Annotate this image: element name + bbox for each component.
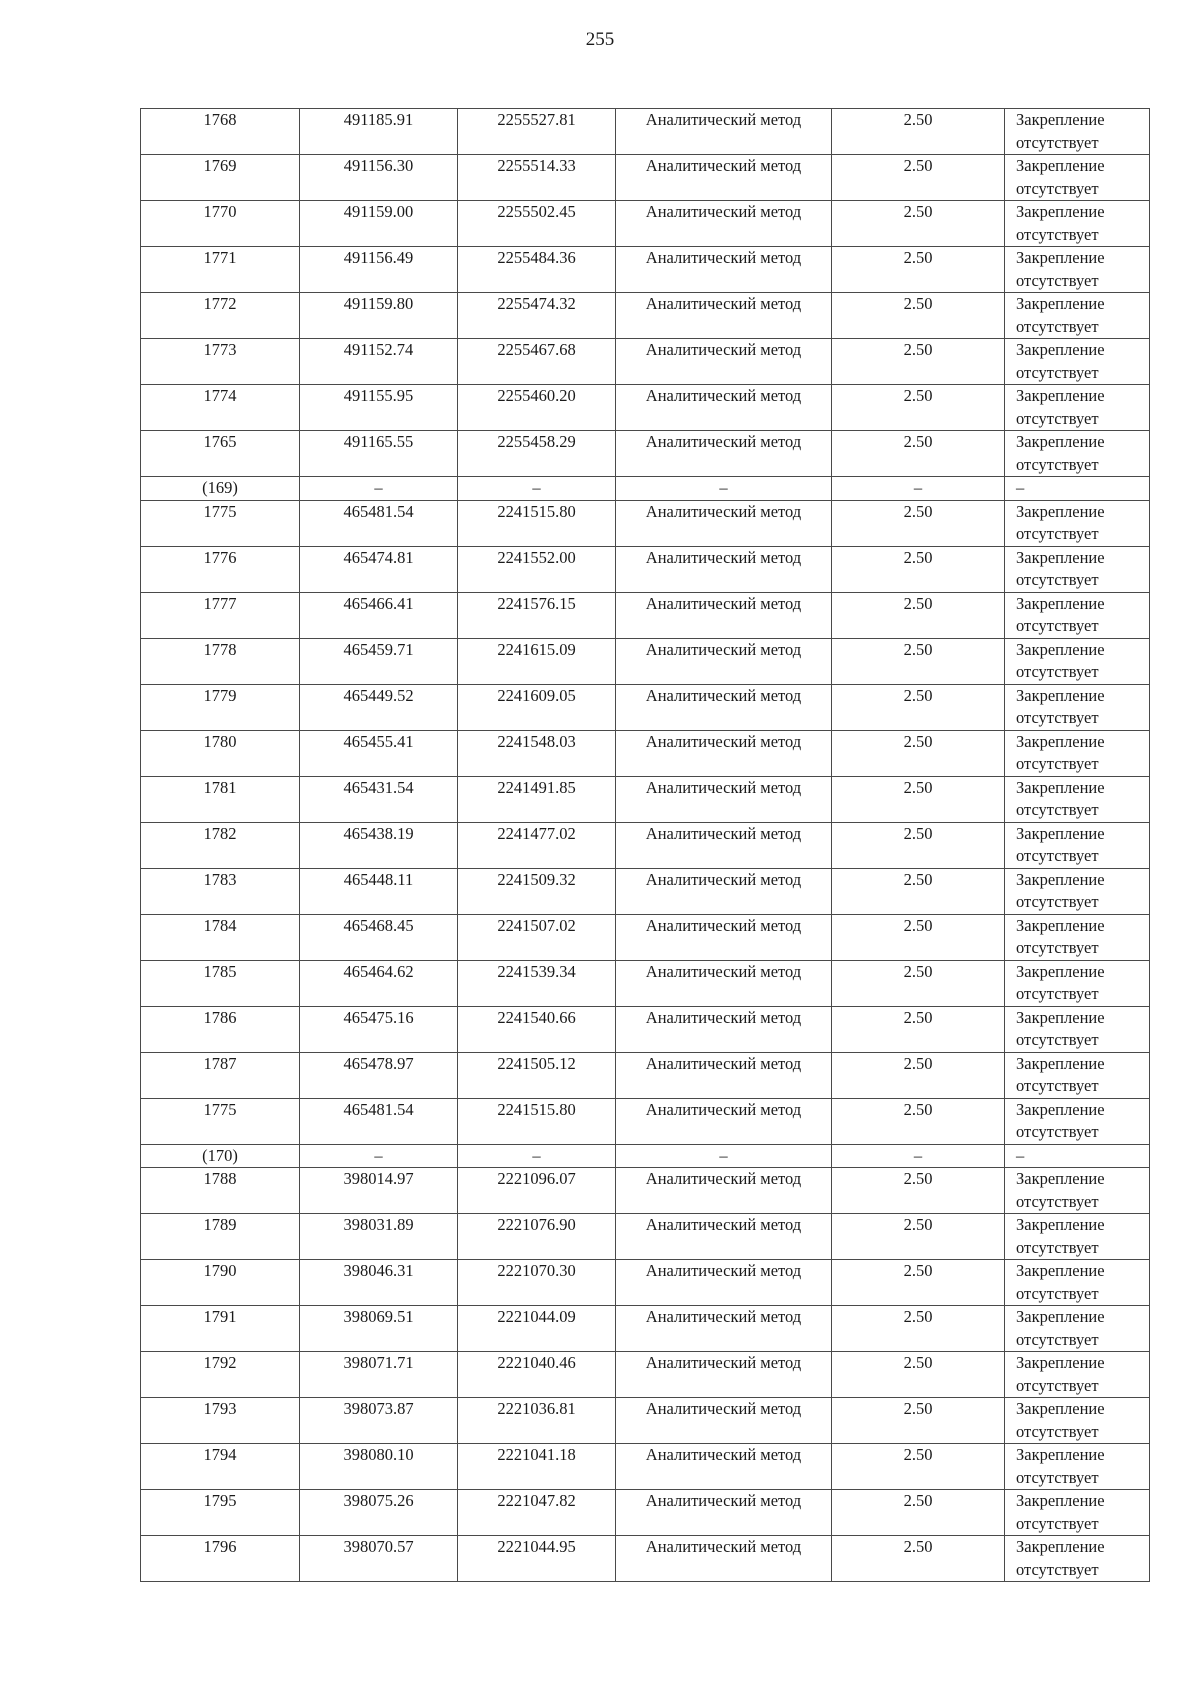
accuracy-cell: –	[832, 1144, 1005, 1168]
table-row	[141, 1052, 1150, 1098]
note-cell: Закрепление отсутствует	[1005, 960, 1150, 1006]
y-coordinate-cell: 2221070.30	[458, 1260, 616, 1306]
accuracy-cell: 2.50	[832, 868, 1005, 914]
point-number-cell: 1777	[141, 592, 300, 638]
point-number-cell: 1775	[141, 500, 300, 546]
method-cell: Аналитический метод	[616, 1536, 832, 1582]
accuracy-cell: 2.50	[832, 1398, 1005, 1444]
accuracy-cell: 2.50	[832, 546, 1005, 592]
table-row	[141, 1490, 1150, 1536]
accuracy-cell: 2.50	[832, 914, 1005, 960]
x-coordinate-cell: –	[300, 477, 458, 501]
x-coordinate-cell: 491152.74	[300, 339, 458, 385]
table-row	[141, 1006, 1150, 1052]
method-cell: –	[616, 477, 832, 501]
x-coordinate-cell: 491159.00	[300, 201, 458, 247]
note-cell: Закрепление отсутствует	[1005, 1098, 1150, 1144]
y-coordinate-cell: 2255502.45	[458, 201, 616, 247]
x-coordinate-cell: 465466.41	[300, 592, 458, 638]
note-cell: Закрепление отсутствует	[1005, 1352, 1150, 1398]
accuracy-cell: 2.50	[832, 109, 1005, 155]
x-coordinate-cell: 465464.62	[300, 960, 458, 1006]
y-coordinate-cell: 2221096.07	[458, 1168, 616, 1214]
note-cell: Закрепление отсутствует	[1005, 339, 1150, 385]
point-number-cell: 1785	[141, 960, 300, 1006]
method-cell: Аналитический метод	[616, 500, 832, 546]
table-row	[141, 960, 1150, 1006]
method-cell: Аналитический метод	[616, 339, 832, 385]
note-cell: Закрепление отсутствует	[1005, 431, 1150, 477]
accuracy-cell: 2.50	[832, 155, 1005, 201]
accuracy-cell: 2.50	[832, 1006, 1005, 1052]
x-coordinate-cell: 398071.71	[300, 1352, 458, 1398]
accuracy-cell: 2.50	[832, 684, 1005, 730]
accuracy-cell: 2.50	[832, 1214, 1005, 1260]
method-cell: Аналитический метод	[616, 1444, 832, 1490]
y-coordinate-cell: 2255484.36	[458, 247, 616, 293]
note-cell: Закрепление отсутствует	[1005, 730, 1150, 776]
x-coordinate-cell: 491156.49	[300, 247, 458, 293]
x-coordinate-cell: 491156.30	[300, 155, 458, 201]
note-cell: Закрепление отсутствует	[1005, 868, 1150, 914]
method-cell: Аналитический метод	[616, 1260, 832, 1306]
method-cell: Аналитический метод	[616, 201, 832, 247]
method-cell: Аналитический метод	[616, 914, 832, 960]
point-number-cell: 1786	[141, 1006, 300, 1052]
x-coordinate-cell: 465475.16	[300, 1006, 458, 1052]
y-coordinate-cell: 2241505.12	[458, 1052, 616, 1098]
x-coordinate-cell: 398014.97	[300, 1168, 458, 1214]
table-row	[141, 684, 1150, 730]
point-number-cell: 1779	[141, 684, 300, 730]
method-cell: Аналитический метод	[616, 1306, 832, 1352]
x-coordinate-cell: 398075.26	[300, 1490, 458, 1536]
method-cell: Аналитический метод	[616, 638, 832, 684]
note-cell: Закрепление отсутствует	[1005, 1398, 1150, 1444]
x-coordinate-cell: 398069.51	[300, 1306, 458, 1352]
accuracy-cell: 2.50	[832, 1536, 1005, 1582]
note-cell: Закрепление отсутствует	[1005, 1052, 1150, 1098]
y-coordinate-cell: 2221041.18	[458, 1444, 616, 1490]
method-cell: Аналитический метод	[616, 776, 832, 822]
table-row	[141, 546, 1150, 592]
table-row	[141, 1352, 1150, 1398]
note-cell: Закрепление отсутствует	[1005, 638, 1150, 684]
table-row	[141, 730, 1150, 776]
accuracy-cell: 2.50	[832, 247, 1005, 293]
contour-separator-row	[141, 477, 1150, 501]
method-cell: Аналитический метод	[616, 1214, 832, 1260]
table-row	[141, 1444, 1150, 1490]
method-cell: Аналитический метод	[616, 822, 832, 868]
method-cell: Аналитический метод	[616, 730, 832, 776]
point-number-cell: 1788	[141, 1168, 300, 1214]
point-number-cell: 1771	[141, 247, 300, 293]
accuracy-cell: 2.50	[832, 822, 1005, 868]
table-row	[141, 868, 1150, 914]
table-row	[141, 109, 1150, 155]
point-number-cell: 1783	[141, 868, 300, 914]
accuracy-cell: 2.50	[832, 776, 1005, 822]
method-cell: Аналитический метод	[616, 1098, 832, 1144]
point-number-cell: 1791	[141, 1306, 300, 1352]
x-coordinate-cell: 491159.80	[300, 293, 458, 339]
note-cell: Закрепление отсутствует	[1005, 1260, 1150, 1306]
note-cell: Закрепление отсутствует	[1005, 914, 1150, 960]
x-coordinate-cell: –	[300, 1144, 458, 1168]
method-cell: Аналитический метод	[616, 868, 832, 914]
x-coordinate-cell: 398080.10	[300, 1444, 458, 1490]
y-coordinate-cell: 2241491.85	[458, 776, 616, 822]
table-row	[141, 1306, 1150, 1352]
x-coordinate-cell: 491165.55	[300, 431, 458, 477]
point-number-cell: 1778	[141, 638, 300, 684]
table-row	[141, 1214, 1150, 1260]
accuracy-cell: 2.50	[832, 1306, 1005, 1352]
note-cell: Закрепление отсутствует	[1005, 592, 1150, 638]
y-coordinate-cell: 2255527.81	[458, 109, 616, 155]
accuracy-cell: 2.50	[832, 431, 1005, 477]
point-number-cell: 1790	[141, 1260, 300, 1306]
note-cell: –	[1005, 477, 1150, 501]
y-coordinate-cell: 2241539.34	[458, 960, 616, 1006]
accuracy-cell: 2.50	[832, 638, 1005, 684]
point-number-cell: 1772	[141, 293, 300, 339]
note-cell: Закрепление отсутствует	[1005, 546, 1150, 592]
y-coordinate-cell: 2241609.05	[458, 684, 616, 730]
method-cell: Аналитический метод	[616, 155, 832, 201]
y-coordinate-cell: 2221047.82	[458, 1490, 616, 1536]
accuracy-cell: 2.50	[832, 1260, 1005, 1306]
note-cell: Закрепление отсутствует	[1005, 1168, 1150, 1214]
y-coordinate-cell: 2255467.68	[458, 339, 616, 385]
accuracy-cell: 2.50	[832, 293, 1005, 339]
method-cell: Аналитический метод	[616, 247, 832, 293]
note-cell: Закрепление отсутствует	[1005, 385, 1150, 431]
table-row	[141, 776, 1150, 822]
y-coordinate-cell: 2221076.90	[458, 1214, 616, 1260]
method-cell: Аналитический метод	[616, 1006, 832, 1052]
table-row	[141, 822, 1150, 868]
method-cell: Аналитический метод	[616, 592, 832, 638]
point-number-cell: 1789	[141, 1214, 300, 1260]
accuracy-cell: 2.50	[832, 339, 1005, 385]
table-row	[141, 1098, 1150, 1144]
y-coordinate-cell: 2241477.02	[458, 822, 616, 868]
note-cell: Закрепление отсутствует	[1005, 293, 1150, 339]
table-row	[141, 1398, 1150, 1444]
point-number-cell: 1795	[141, 1490, 300, 1536]
point-number-cell: (170)	[141, 1144, 300, 1168]
method-cell: Аналитический метод	[616, 109, 832, 155]
table-row	[141, 1260, 1150, 1306]
y-coordinate-cell: 2241552.00	[458, 546, 616, 592]
table-row	[141, 431, 1150, 477]
y-coordinate-cell: 2221040.46	[458, 1352, 616, 1398]
y-coordinate-cell: 2241615.09	[458, 638, 616, 684]
point-number-cell: 1781	[141, 776, 300, 822]
y-coordinate-cell: 2241576.15	[458, 592, 616, 638]
method-cell: Аналитический метод	[616, 1168, 832, 1214]
accuracy-cell: 2.50	[832, 592, 1005, 638]
note-cell: Закрепление отсутствует	[1005, 500, 1150, 546]
point-number-cell: 1776	[141, 546, 300, 592]
x-coordinate-cell: 491155.95	[300, 385, 458, 431]
note-cell: –	[1005, 1144, 1150, 1168]
table-row	[141, 385, 1150, 431]
method-cell: Аналитический метод	[616, 293, 832, 339]
method-cell: Аналитический метод	[616, 546, 832, 592]
y-coordinate-cell: 2255514.33	[458, 155, 616, 201]
note-cell: Закрепление отсутствует	[1005, 1490, 1150, 1536]
method-cell: Аналитический метод	[616, 1052, 832, 1098]
accuracy-cell: 2.50	[832, 1168, 1005, 1214]
accuracy-cell: 2.50	[832, 385, 1005, 431]
note-cell: Закрепление отсутствует	[1005, 1214, 1150, 1260]
x-coordinate-cell: 465455.41	[300, 730, 458, 776]
table-row	[141, 339, 1150, 385]
x-coordinate-cell: 465449.52	[300, 684, 458, 730]
table-row	[141, 247, 1150, 293]
method-cell: Аналитический метод	[616, 684, 832, 730]
x-coordinate-cell: 465431.54	[300, 776, 458, 822]
note-cell: Закрепление отсутствует	[1005, 822, 1150, 868]
y-coordinate-cell: 2241509.32	[458, 868, 616, 914]
x-coordinate-cell: 491185.91	[300, 109, 458, 155]
x-coordinate-cell: 465459.71	[300, 638, 458, 684]
y-coordinate-cell: 2241515.80	[458, 1098, 616, 1144]
table-row	[141, 500, 1150, 546]
y-coordinate-cell: 2255474.32	[458, 293, 616, 339]
point-number-cell: 1782	[141, 822, 300, 868]
method-cell: Аналитический метод	[616, 1352, 832, 1398]
note-cell: Закрепление отсутствует	[1005, 247, 1150, 293]
table-row	[141, 201, 1150, 247]
y-coordinate-cell: 2221044.09	[458, 1306, 616, 1352]
accuracy-cell: 2.50	[832, 500, 1005, 546]
note-cell: Закрепление отсутствует	[1005, 1536, 1150, 1582]
note-cell: Закрепление отсутствует	[1005, 776, 1150, 822]
point-number-cell: 1792	[141, 1352, 300, 1398]
point-number-cell: 1773	[141, 339, 300, 385]
coordinates-table-body	[141, 109, 1150, 1582]
note-cell: Закрепление отсутствует	[1005, 155, 1150, 201]
table-row	[141, 293, 1150, 339]
point-number-cell: 1775	[141, 1098, 300, 1144]
method-cell: Аналитический метод	[616, 1398, 832, 1444]
y-coordinate-cell: 2241507.02	[458, 914, 616, 960]
accuracy-cell: 2.50	[832, 730, 1005, 776]
contour-separator-row	[141, 1144, 1150, 1168]
method-cell: –	[616, 1144, 832, 1168]
point-number-cell: 1780	[141, 730, 300, 776]
y-coordinate-cell: 2241540.66	[458, 1006, 616, 1052]
note-cell: Закрепление отсутствует	[1005, 684, 1150, 730]
accuracy-cell: 2.50	[832, 1052, 1005, 1098]
note-cell: Закрепление отсутствует	[1005, 1306, 1150, 1352]
table-row	[141, 1536, 1150, 1582]
x-coordinate-cell: 465478.97	[300, 1052, 458, 1098]
method-cell: Аналитический метод	[616, 385, 832, 431]
note-cell: Закрепление отсутствует	[1005, 1444, 1150, 1490]
accuracy-cell: 2.50	[832, 960, 1005, 1006]
x-coordinate-cell: 465481.54	[300, 1098, 458, 1144]
accuracy-cell: 2.50	[832, 1098, 1005, 1144]
y-coordinate-cell: 2221044.95	[458, 1536, 616, 1582]
y-coordinate-cell: 2255458.29	[458, 431, 616, 477]
coordinates-table	[140, 108, 1150, 1582]
x-coordinate-cell: 465468.45	[300, 914, 458, 960]
point-number-cell: 1774	[141, 385, 300, 431]
page-number: 255	[585, 29, 615, 50]
x-coordinate-cell: 465474.81	[300, 546, 458, 592]
accuracy-cell: 2.50	[832, 201, 1005, 247]
point-number-cell: 1793	[141, 1398, 300, 1444]
x-coordinate-cell: 465481.54	[300, 500, 458, 546]
point-number-cell: 1770	[141, 201, 300, 247]
x-coordinate-cell: 398070.57	[300, 1536, 458, 1582]
table-row	[141, 155, 1150, 201]
y-coordinate-cell: –	[458, 1144, 616, 1168]
accuracy-cell: 2.50	[832, 1490, 1005, 1536]
point-number-cell: 1784	[141, 914, 300, 960]
point-number-cell: 1796	[141, 1536, 300, 1582]
point-number-cell: 1768	[141, 109, 300, 155]
point-number-cell: 1769	[141, 155, 300, 201]
x-coordinate-cell: 398031.89	[300, 1214, 458, 1260]
note-cell: Закрепление отсутствует	[1005, 1006, 1150, 1052]
y-coordinate-cell: –	[458, 477, 616, 501]
table-row	[141, 1168, 1150, 1214]
point-number-cell: 1794	[141, 1444, 300, 1490]
x-coordinate-cell: 398046.31	[300, 1260, 458, 1306]
method-cell: Аналитический метод	[616, 960, 832, 1006]
method-cell: Аналитический метод	[616, 1490, 832, 1536]
x-coordinate-cell: 465438.19	[300, 822, 458, 868]
y-coordinate-cell: 2255460.20	[458, 385, 616, 431]
table-row	[141, 592, 1150, 638]
point-number-cell: (169)	[141, 477, 300, 501]
y-coordinate-cell: 2241548.03	[458, 730, 616, 776]
x-coordinate-cell: 398073.87	[300, 1398, 458, 1444]
note-cell: Закрепление отсутствует	[1005, 201, 1150, 247]
accuracy-cell: 2.50	[832, 1352, 1005, 1398]
x-coordinate-cell: 465448.11	[300, 868, 458, 914]
y-coordinate-cell: 2221036.81	[458, 1398, 616, 1444]
point-number-cell: 1765	[141, 431, 300, 477]
method-cell: Аналитический метод	[616, 431, 832, 477]
table-row	[141, 638, 1150, 684]
note-cell: Закрепление отсутствует	[1005, 109, 1150, 155]
accuracy-cell: 2.50	[832, 1444, 1005, 1490]
point-number-cell: 1787	[141, 1052, 300, 1098]
y-coordinate-cell: 2241515.80	[458, 500, 616, 546]
accuracy-cell: –	[832, 477, 1005, 501]
table-row	[141, 914, 1150, 960]
